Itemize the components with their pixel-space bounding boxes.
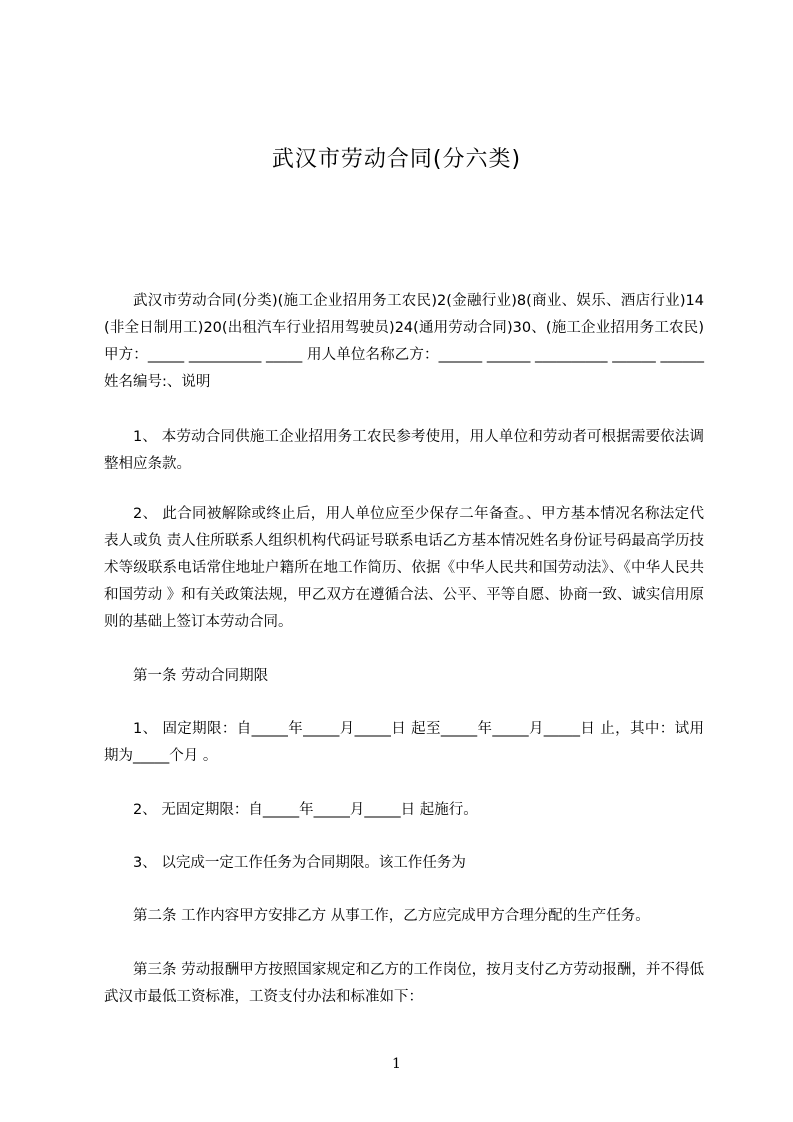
article-3-paragraph: 第三条 劳动报酬甲方按照国家规定和乙方的工作岗位，按月支付乙方劳动报酬，并不得低 武汉市最低工资标准，工资支付办法和标准如下： — [104, 962, 704, 1005]
document-title: 武汉市劳动合同(分六类) — [271, 147, 522, 172]
intro-paragraph: 武汉市劳动合同(分类)(施工企业招用务工农民)2(金融行业)8(商业、娱乐、酒店行业)14(非全日制用工)20(出租汽车行业招用驾驶员)24(通用劳动合同)30、(施工企业招用务工农民)甲方：_____ __________ _____ 用人单位名称乙方：______ ______ __________ ______ ______ 姓名编号:、说明 — [104, 293, 704, 390]
article-1-clause-1: 1、 固定期限：自_____年_____月_____日 起至_____年_____月_____日 止，其中：试用期为_____个月 。 — [104, 721, 704, 764]
note-1-paragraph: 1、 本劳动合同供施工企业招用务工农民参考使用，用人单位和劳动者可根据需要依法调整相应条款。 — [104, 429, 704, 472]
article-1-clause-2: 2、 无固定期限：自_____年_____月_____日 起施行。 — [133, 802, 478, 818]
page-number: 1 — [392, 1056, 401, 1072]
note-2-paragraph: 2、 此合同被解除或终止后，用人单位应至少保存二年备查。、甲方基本情况名称法定代表人或负 责人住所联系人组织机构代码证号联系电话乙方基本情况姓名身份证号码最高学历技术等级联系电话常住地址户籍所在地工作简历、依据《中华人民共和国劳动法》、《中华人民共和国劳动 》和有关政策法规，甲乙双方在遵循合法、公平、平等自愿、协商一致、诚实信用原则的基础上签订本劳动合同。 — [104, 506, 704, 630]
article-1-clause-3: 3、 以完成一定工作任务为合同期限。该工作任务为 — [133, 855, 466, 871]
article-2-paragraph: 第二条 工作内容甲方安排乙方 从事工作，乙方应完成甲方合理分配的生产任务。 — [133, 908, 650, 924]
article-1-heading: 第一条 劳动合同期限 — [133, 668, 269, 684]
